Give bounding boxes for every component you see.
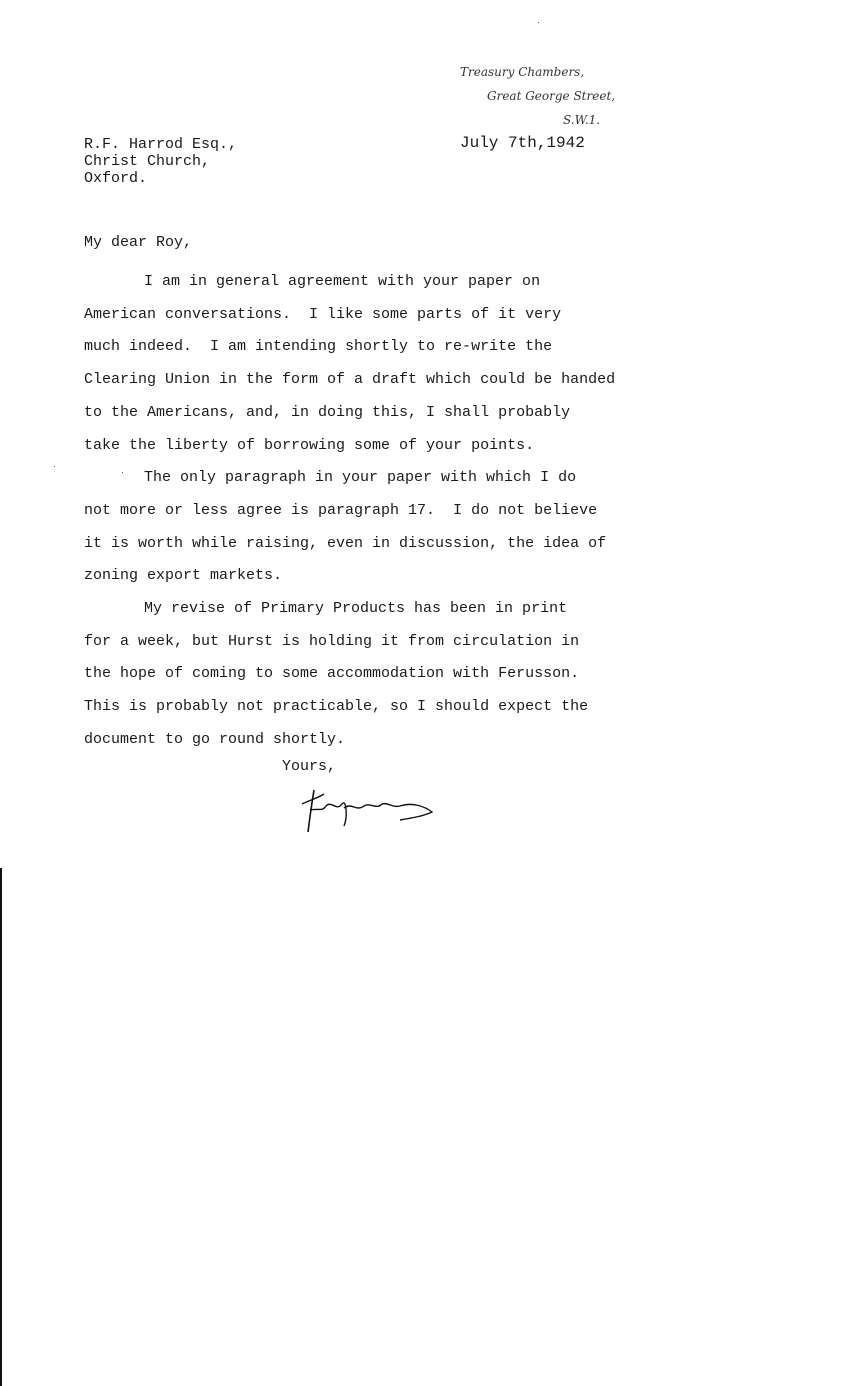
letterhead-line-2: Great George Street, xyxy=(487,89,616,103)
body-line: not more or less agree is paragraph 17. I do not believe xyxy=(84,501,598,519)
body-line: to the Americans, and, in doing this, I shall probably xyxy=(84,403,571,421)
body-line: I am in general agreement with your paper on xyxy=(144,273,541,290)
handwritten-signature xyxy=(296,782,446,842)
body-line: the hope of coming to some accommodation with Ferusson. xyxy=(84,665,580,683)
scan-margin-line xyxy=(0,868,2,1386)
body-line: This is probably not practicable, so I should expect the xyxy=(84,698,589,716)
address-line-1: R.F. Harrod Esq., xyxy=(84,136,238,153)
letterhead-line-1: Treasury Chambers, xyxy=(460,65,585,79)
scan-speck xyxy=(122,472,123,473)
address-line-2: Christ Church, xyxy=(84,153,211,170)
closing: Yours, xyxy=(282,758,337,775)
letter-date: July 7th,1942 xyxy=(460,134,585,152)
body-line: it is worth while raising, even in discussion, the idea of xyxy=(84,534,607,552)
address-line-3: Oxford. xyxy=(84,170,148,187)
body-line: American conversations. I like some parts of it very xyxy=(84,305,562,323)
body-line: zoning export markets. xyxy=(84,567,283,585)
body-line: for a week, but Hurst is holding it from circulation in xyxy=(84,632,580,650)
body-line: document to go round shortly. xyxy=(84,730,346,748)
body-line: much indeed. I am intending shortly to re-write the xyxy=(84,338,553,356)
salutation: My dear Roy, xyxy=(84,234,193,251)
body-line: take the liberty of borrowing some of your points. xyxy=(84,436,535,454)
body-line: The only paragraph in your paper with which I do xyxy=(144,469,577,487)
paragraph-2 xyxy=(84,462,684,593)
scan-speck xyxy=(538,22,539,23)
body-line: Clearing Union in the form of a draft which could be handed xyxy=(84,371,616,389)
body-line: My revise of Primary Products has been in print xyxy=(144,600,568,618)
paragraph-1 xyxy=(84,266,684,462)
paragraph-3 xyxy=(84,593,684,757)
scan-speck xyxy=(54,466,55,467)
recipient-address xyxy=(84,136,237,187)
letterhead xyxy=(440,60,660,132)
letterhead-line-3: S.W.1. xyxy=(563,113,601,127)
letter-body xyxy=(84,266,684,757)
